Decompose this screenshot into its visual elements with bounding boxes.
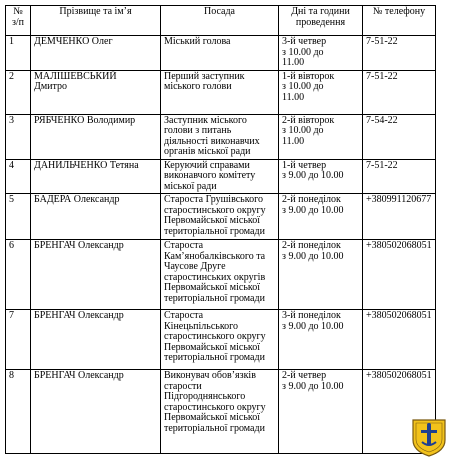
row-phone: 7-51-22 [363, 36, 436, 71]
row-name: ДАНИЛЬЧЕНКО Тетяна [31, 159, 161, 194]
row-name: БРЕНГАЧ Олександр [31, 370, 161, 454]
reception-schedule-table [5, 5, 436, 454]
row-hours: 1-й вівторок з 10.00 до 11.00 [279, 70, 363, 114]
row-name: БАДЕРА Олександр [31, 194, 161, 240]
row-number: 5 [6, 194, 31, 240]
row-number: 1 [6, 36, 31, 71]
row-position: Заступник міського голови з питань діяльності виконавчих органів міської ради [161, 114, 279, 159]
row-position: Керуючий справами виконавчого комітету міської ради [161, 159, 279, 194]
row-phone: 7-54-22 [363, 114, 436, 159]
table-row [6, 159, 436, 194]
row-position: Староста Кам’янобалківського та Чаусове Друге старостинських округів Первомайської міської територіальної громади [161, 240, 279, 310]
row-name: БРЕНГАЧ Олександр [31, 310, 161, 370]
header-number: № з/п [6, 6, 31, 36]
header-phone: № телефону [363, 6, 436, 36]
row-number: 4 [6, 159, 31, 194]
header-position: Посада [161, 6, 279, 36]
row-position: Перший заступник міського голови [161, 70, 279, 114]
row-position: Староста Кінецьпільського старостинського округу Первомайської міської територіальної громади [161, 310, 279, 370]
row-position: Міський голова [161, 36, 279, 71]
table-header-row [6, 6, 436, 36]
row-position: Виконувач обов’язків старости Підгороднянського старостинського округу Первомайської міської територіальної громади [161, 370, 279, 454]
row-number: 2 [6, 70, 31, 114]
row-name: МАЛІШЕВСЬКИЙ Дмитро [31, 70, 161, 114]
row-number: 8 [6, 370, 31, 454]
table-row [6, 36, 436, 71]
table-row [6, 240, 436, 310]
table-row [6, 114, 436, 159]
table-row [6, 310, 436, 370]
row-hours: 2-й вівторок з 10.00 до 11.00 [279, 114, 363, 159]
table-row [6, 370, 436, 454]
row-name: БРЕНГАЧ Олександр [31, 240, 161, 310]
row-hours: 3-й четвер з 10.00 до 11.00 [279, 36, 363, 71]
city-coat-of-arms-icon [410, 418, 448, 458]
row-hours: 2-й понеділок з 9.00 до 10.00 [279, 194, 363, 240]
row-phone: 7-51-22 [363, 70, 436, 114]
row-phone: +380502068051 [363, 310, 436, 370]
row-name: РЯБЧЕНКО Володимир [31, 114, 161, 159]
row-hours: 2-й понеділок з 9.00 до 10.00 [279, 240, 363, 310]
row-position: Староста Грушівського старостинського округу Первомайської міської територіальної громади [161, 194, 279, 240]
row-phone: +380991120677 [363, 194, 436, 240]
header-hours: Дні та години проведення [279, 6, 363, 36]
row-phone: +380502068051 [363, 370, 436, 454]
row-hours: 1-й четвер з 9.00 до 10.00 [279, 159, 363, 194]
row-hours: 3-й понеділок з 9.00 до 10.00 [279, 310, 363, 370]
row-name: ДЕМЧЕНКО Олег [31, 36, 161, 71]
row-phone: +380502068051 [363, 240, 436, 310]
row-phone: 7-51-22 [363, 159, 436, 194]
row-hours: 2-й четвер з 9.00 до 10.00 [279, 370, 363, 454]
table-row [6, 194, 436, 240]
row-number: 3 [6, 114, 31, 159]
row-number: 7 [6, 310, 31, 370]
row-number: 6 [6, 240, 31, 310]
table-row [6, 70, 436, 114]
header-name: Прізвище та ім’я [31, 6, 161, 36]
